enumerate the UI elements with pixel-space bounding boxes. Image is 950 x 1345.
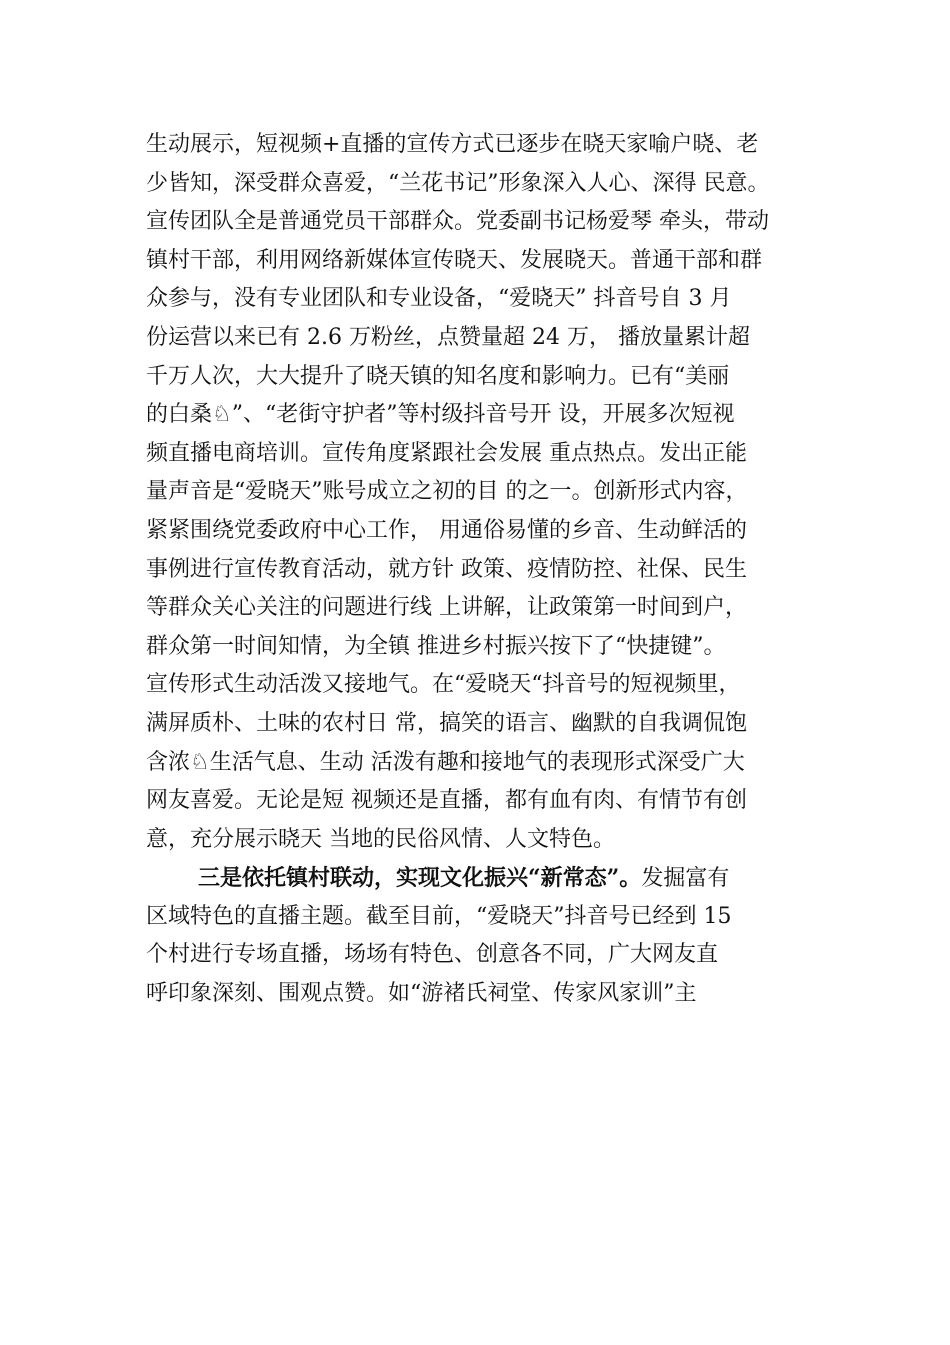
text-line: 宣传形式生动活泼又接地气。在“爱晓天“抖音号的短视频里， [146, 672, 741, 698]
text-line: 群众第一时间知情，为全镇 推进乡村振兴按下了“快捷键”。 [146, 633, 726, 659]
text-line: 生动展示，短视频+直播的宣传方式已逐步在晓天家喻户晓、老 [146, 132, 759, 157]
text-line: 网友喜爱。无论是短 视频还是直播，都有血有肉、有情节有创 [146, 788, 747, 814]
text-line: 紧紧围绕党委政府中心工作， 用通俗易懂的乡音、生动鲜活的 [146, 517, 747, 543]
text-line: 千万人次，大大提升了晓天镇的知名度和影响力。已有“美丽 [146, 363, 730, 389]
text-line: 满屏质朴、土味的农村日 常，搞笑的语言、幽默的自我调侃饱 [146, 710, 747, 736]
text-line: 众参与，没有专业团队和专业设备，“爱晓天” 抖音号自 3 月 [146, 286, 732, 312]
text-line: 镇村干部，利用网络新媒体宣传晓天、发展晓天。普通干部和群 [146, 247, 763, 273]
text-line: 含浓♘生活气息、生动 活泼有趣和接地气的表现形式深受广大 [146, 749, 745, 775]
text-line: 事例进行宣传教育活动，就方针 政策、疫情防控、社保、民生 [146, 556, 747, 582]
text-line: 的白桑♘”、“老街守护者”等村级抖音号开 设，开展多次短视 [146, 402, 735, 428]
text-line: 意，充分展示晓天 当地的民俗风情、人文特色。 [146, 826, 615, 852]
text-line: 呼印象深刻、围观点赞。如“游褚氏祠堂、传家风家训”主 [146, 981, 697, 1007]
text-line: 份运营以来已有 2.6 万粉丝，点赞量超 24 万， 播放量累计超 [146, 324, 750, 350]
text-line: 宣传团队全是普通党员干部群众。党委副书记杨爱琴 牵头，带动 [146, 209, 769, 235]
text-line: 区域特色的直播主题。截至目前，“爱晓天”抖音号已经到 15 [146, 903, 732, 929]
paragraph-3-first-line [146, 859, 846, 898]
paragraph-3-lead-text: 发掘富有 [641, 866, 730, 892]
body-text [146, 126, 846, 1014]
text-line: 频直播电商培训。宣传角度紧跟社会发展 重点热点。发出正能 [146, 440, 747, 466]
paragraph-3-heading: 三是依托镇村联动，实现文化振兴“新常态”。 [198, 865, 642, 892]
text-line: 少皆知，深受群众喜爱，“兰花书记”形象深入人心、深得 民意。 [146, 170, 770, 196]
text-line: 量声音是“爱晓天”账号成立之初的目 的之一。创新形式内容， [146, 479, 748, 505]
text-line: 个村进行专场直播，场场有特色、创意各不同，广大网友直 [146, 942, 719, 968]
text-line: 等群众关心关注的问题进行线 上讲解，让政策第一时间到户， [146, 595, 747, 621]
